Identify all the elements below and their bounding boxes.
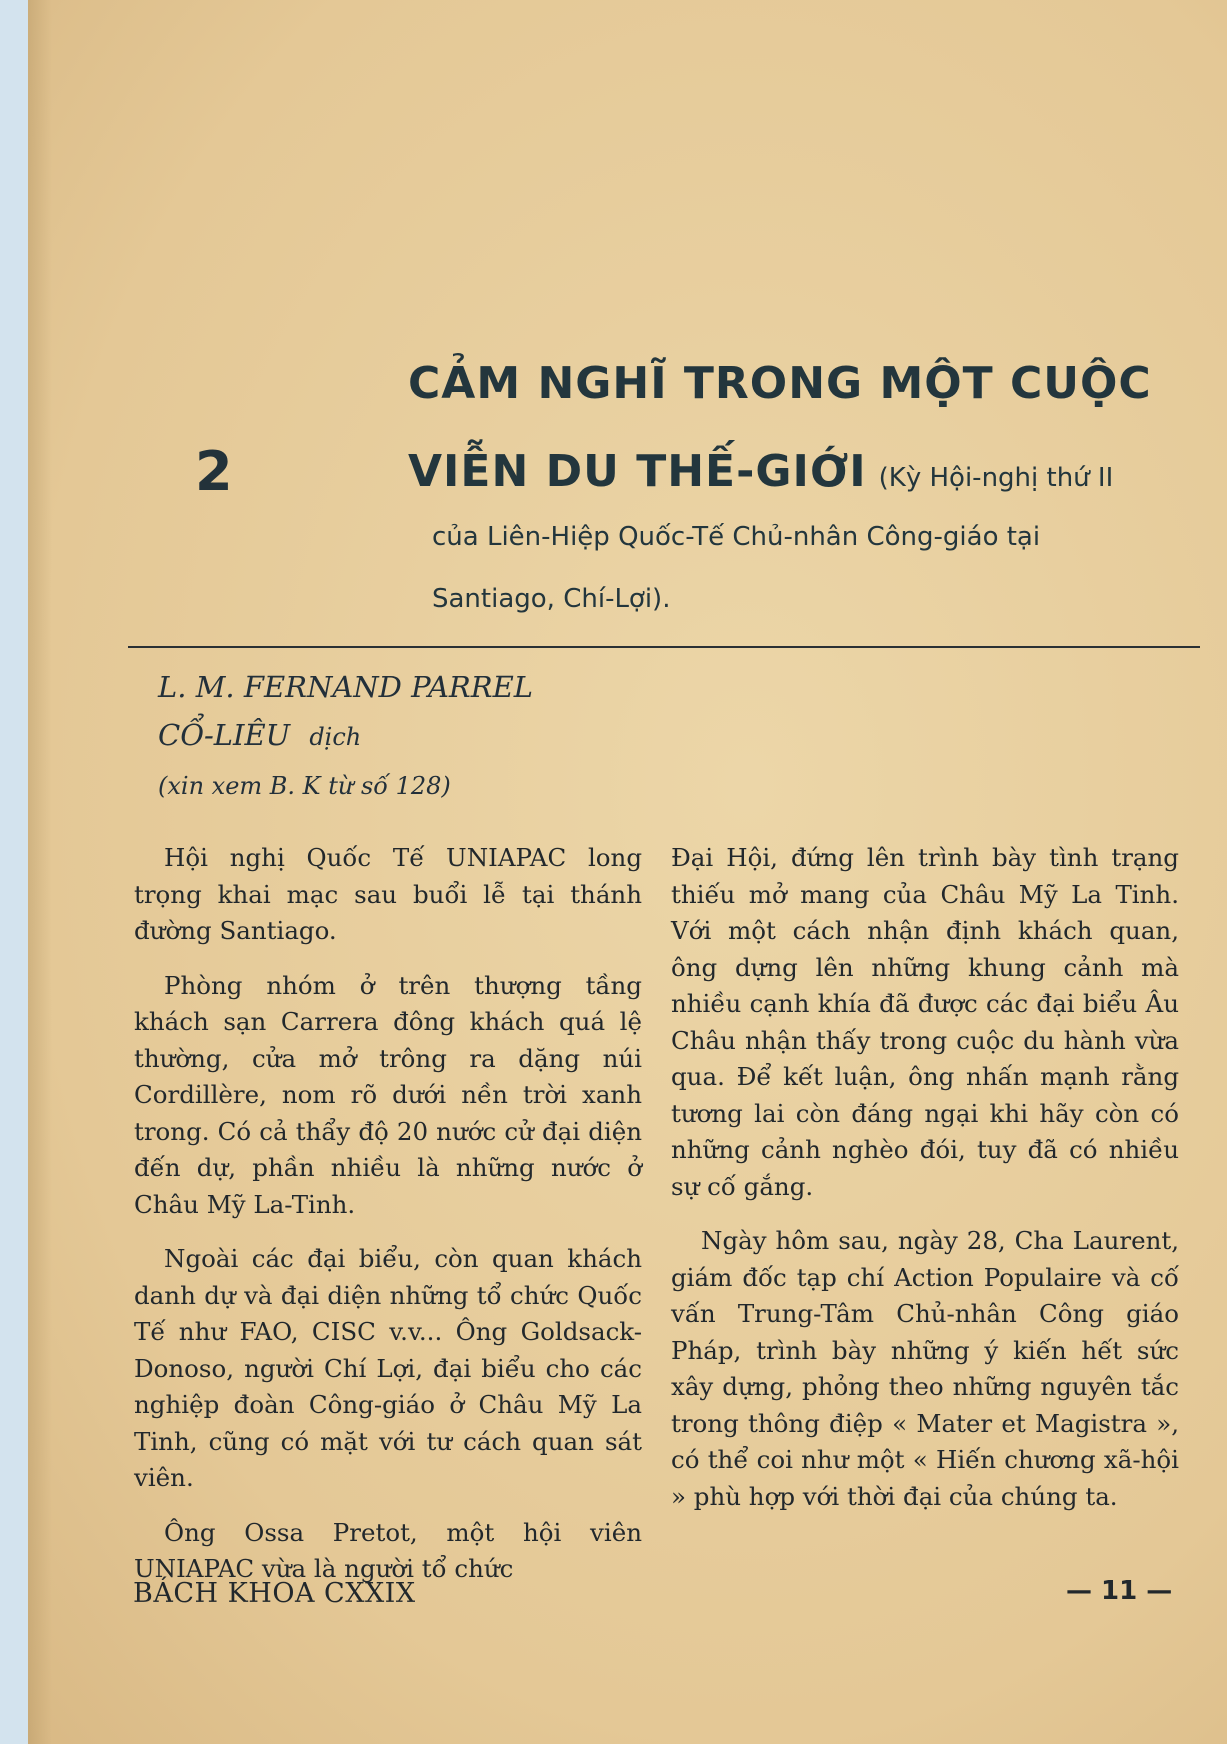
title-subtitle-part-2: của Liên-Hiệp Quốc-Tế Chủ-nhân Công-giáo tại	[432, 522, 1041, 552]
article-title	[408, 358, 1208, 497]
title-subtitle-part-1: (Kỳ Hội-nghị thứ II	[878, 463, 1114, 493]
paragraph: Đại Hội, đứng lên trình bày tình trạng thiếu mở mang của Châu Mỹ La Tinh. Với một cách nhận định khách quan, ông dựng lên những khung cảnh mà nhiều cạnh khía đã được các đại biểu Âu Châu nhận thấy trong cuộc du hành vừa qua. Để kết luận, ông nhấn mạnh rằng tương lai còn đáng ngại khi hãy còn có những cảnh nghèo đói, tuy đã có nhiều sự cố gắng.	[671, 843, 1179, 1201]
text-column-right	[671, 840, 1179, 1533]
title-line-2-main: VIỄN DU THẾ-GIỚI	[408, 446, 867, 497]
title-subtitle-part-3: Santiago, Chí-Lợi).	[432, 584, 671, 614]
paragraph: Hội nghị Quốc Tế UNIAPAC long trọng khai mạc sau buổi lễ tại thánh đường Santiago.	[134, 843, 642, 945]
translator-line	[158, 718, 361, 752]
paragraph: Ngày hôm sau, ngày 28, Cha Laurent, giám đốc tạp chí Action Populaire và cố vấn Trung-Tâm Chủ-nhân Công giáo Pháp, trình bày những ý kiến hết sức xây dựng, phỏng theo những nguyên tắc trong thông điệp « Mater et Magistra », có thể coi như một « Hiến chương xã-hội » phù hợp với thời đại của chúng ta.	[671, 1226, 1179, 1511]
paragraph: Ông Ossa Pretot, một hội viên UNIAPAC vừa là người tổ chức	[134, 1517, 642, 1583]
author-name: L. M. FERNAND PARREL	[158, 670, 534, 704]
page-number: — 11 —	[1066, 1576, 1173, 1606]
paragraph: Phòng nhóm ở trên thượng tầng khách sạn Carrera đông khách quá lệ thường, cửa mở trông ra dặng núi Cordillère, nom rõ dưới nền trời xanh trong. Có cả thẩy độ 20 nước cử đại diện đến dự, phần nhiều là những nước ở Châu Mỹ La-Tinh.	[134, 970, 642, 1219]
text-column-left	[134, 840, 642, 1606]
series-reference: (xin xem B. K từ số 128)	[158, 772, 451, 800]
title-line-1: CẢM NGHĨ TRONG MỘT CUỘC	[408, 358, 1152, 409]
title-line-2	[408, 446, 1113, 497]
document-page	[28, 0, 1227, 1744]
paragraph: Ngoài các đại biểu, còn quan khách danh dự và đại diện những tổ chức Quốc Tế như FAO, CISC v.v... Ông Goldsack-Donoso, người Chí Lợi, đại biểu cho các nghiệp đoàn Công-giáo ở Châu Mỹ La Tinh, cũng có mặt với tư cách quan sát viên.	[134, 1244, 642, 1492]
part-number: 2	[195, 440, 233, 503]
page-edge-shadow	[28, 0, 52, 1744]
translator-name: CỔ-LIÊU	[158, 718, 291, 752]
title-divider	[128, 646, 1200, 648]
translator-role: dịch	[309, 723, 362, 751]
publication-footer: BÁCH KHOA CXXIX	[133, 1578, 416, 1609]
